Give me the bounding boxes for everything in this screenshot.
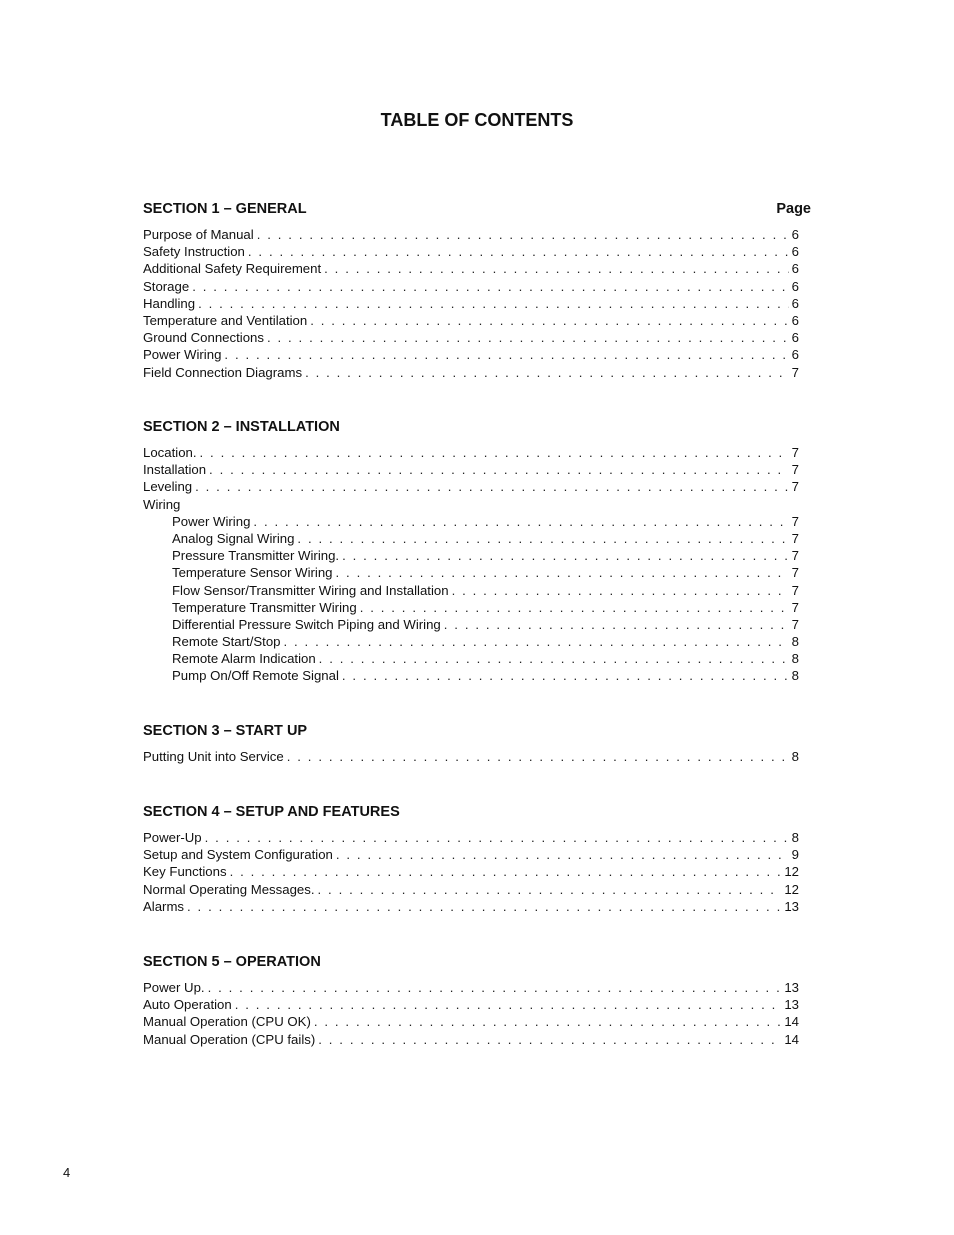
section-heading-row bbox=[143, 722, 811, 740]
section-heading: SECTION 3 – START UP bbox=[143, 723, 308, 739]
entry-label: Flow Sensor/Transmitter Wiring and Installation bbox=[172, 582, 449, 598]
section-heading-row bbox=[143, 418, 811, 436]
section-heading: SECTION 2 – INSTALLATION bbox=[143, 419, 340, 435]
toc-entry[interactable] bbox=[143, 748, 799, 765]
entry-label: Temperature Transmitter Wiring bbox=[172, 599, 357, 615]
dot-leader bbox=[310, 312, 788, 329]
entry-label: Manual Operation (CPU OK) bbox=[143, 1014, 311, 1030]
entry-label: Pressure Transmitter Wiring. bbox=[172, 548, 340, 564]
entry-label: Handling bbox=[143, 295, 196, 311]
entry-page: 7 bbox=[791, 513, 799, 529]
dot-leader bbox=[248, 243, 789, 260]
entry-label: Key Functions bbox=[143, 864, 227, 880]
section-heading: SECTION 4 – SETUP AND FEATURES bbox=[143, 804, 400, 820]
entry-page: 14 bbox=[784, 1031, 799, 1047]
entry-page: 6 bbox=[791, 261, 799, 277]
section-2 bbox=[143, 418, 811, 685]
dot-leader bbox=[297, 530, 788, 547]
dot-leader bbox=[267, 329, 789, 346]
entry-label: Leveling bbox=[143, 479, 193, 495]
entry-label: Normal Operating Messages. bbox=[143, 881, 315, 897]
dot-leader bbox=[342, 547, 789, 564]
toc-entry[interactable] bbox=[143, 243, 799, 260]
entry-label: Additional Safety Requirement bbox=[143, 261, 322, 277]
toc-entry[interactable] bbox=[143, 260, 799, 277]
entry-page: 7 bbox=[791, 445, 799, 460]
entry-label: Field Connection Diagrams bbox=[143, 364, 303, 380]
section-3 bbox=[143, 722, 811, 765]
toc-subentry[interactable] bbox=[143, 530, 799, 547]
entry-page: 7 bbox=[791, 599, 799, 615]
entry-label: Analog Signal Wiring bbox=[172, 530, 295, 546]
entry-page: 8 bbox=[791, 830, 799, 845]
entry-label: Temperature and Ventilation bbox=[143, 312, 308, 328]
dot-leader bbox=[444, 616, 789, 633]
toc-entry[interactable] bbox=[143, 996, 799, 1013]
section-4 bbox=[143, 803, 811, 915]
dot-leader bbox=[200, 444, 789, 461]
entry-label: Power Up. bbox=[143, 980, 205, 995]
dot-leader bbox=[208, 979, 782, 996]
entry-page: 6 bbox=[791, 330, 799, 346]
dot-leader bbox=[224, 346, 788, 363]
toc-entry[interactable] bbox=[143, 1031, 799, 1048]
entry-page: 7 bbox=[791, 565, 799, 581]
toc-entry[interactable] bbox=[143, 346, 799, 363]
section-heading-row bbox=[143, 803, 811, 821]
entry-page: 8 bbox=[791, 668, 799, 684]
section-5 bbox=[143, 953, 811, 1048]
dot-leader bbox=[205, 829, 789, 846]
entry-label: Ground Connections bbox=[143, 330, 264, 346]
toc-entry[interactable] bbox=[143, 461, 799, 478]
section-heading: SECTION 1 – GENERAL bbox=[143, 201, 307, 217]
footer-page-number: 4 bbox=[63, 1165, 71, 1180]
entry-page: 7 bbox=[791, 582, 799, 598]
dot-leader bbox=[319, 650, 789, 667]
dot-leader bbox=[287, 748, 789, 765]
toc-entry[interactable] bbox=[143, 444, 799, 461]
entry-label: Auto Operation bbox=[143, 997, 232, 1013]
entry-page: 7 bbox=[791, 616, 799, 632]
entry-page: 9 bbox=[791, 847, 799, 863]
dot-leader bbox=[192, 278, 788, 295]
dot-leader bbox=[235, 996, 782, 1013]
dot-leader bbox=[314, 1013, 781, 1030]
entry-page: 13 bbox=[784, 997, 799, 1013]
entry-page: 7 bbox=[791, 462, 799, 478]
toc-subentry[interactable] bbox=[143, 616, 799, 633]
toc-entry[interactable] bbox=[143, 226, 799, 243]
entry-page: 12 bbox=[784, 864, 799, 880]
toc-entry[interactable] bbox=[143, 846, 799, 863]
entry-page: 6 bbox=[791, 312, 799, 328]
toc-entry[interactable] bbox=[143, 329, 799, 346]
page-title: TABLE OF CONTENTS bbox=[380, 110, 574, 130]
entry-page: 8 bbox=[791, 749, 799, 764]
dot-leader bbox=[336, 846, 789, 863]
toc-entry[interactable] bbox=[143, 312, 799, 329]
toc-subentry[interactable] bbox=[143, 547, 799, 564]
entry-page: 7 bbox=[791, 548, 799, 564]
dot-leader bbox=[318, 881, 782, 898]
section-heading-row bbox=[143, 200, 811, 218]
entry-label: Power Wiring bbox=[143, 347, 222, 363]
dot-leader bbox=[336, 564, 789, 581]
dot-leader bbox=[452, 582, 789, 599]
entry-label: Power Wiring bbox=[172, 513, 251, 529]
toc-entry[interactable] bbox=[143, 278, 799, 295]
dot-leader bbox=[195, 478, 789, 495]
entry-label: Storage bbox=[143, 278, 190, 294]
dot-leader bbox=[324, 260, 789, 277]
toc-group-label bbox=[143, 496, 799, 513]
section-1 bbox=[143, 200, 811, 381]
entry-label: Remote Alarm Indication bbox=[172, 651, 316, 667]
entry-label: Alarms bbox=[143, 898, 185, 914]
entry-label: Wiring bbox=[143, 496, 181, 512]
dot-leader bbox=[253, 513, 788, 530]
toc-entry[interactable] bbox=[143, 881, 799, 898]
toc-entry[interactable] bbox=[143, 364, 799, 381]
section-heading: SECTION 5 – OPERATION bbox=[143, 954, 321, 970]
toc-subentry[interactable] bbox=[143, 650, 799, 667]
entry-label: Putting Unit into Service bbox=[143, 749, 284, 764]
entry-page: 6 bbox=[791, 347, 799, 363]
dot-leader bbox=[230, 863, 782, 880]
entry-label: Remote Start/Stop bbox=[172, 634, 281, 650]
entry-page: 7 bbox=[791, 479, 799, 495]
dot-leader bbox=[342, 667, 789, 684]
entry-page: 14 bbox=[784, 1014, 799, 1030]
entry-page: 13 bbox=[784, 898, 799, 914]
entry-label: Location. bbox=[143, 445, 197, 460]
dot-leader bbox=[257, 226, 789, 243]
dot-leader bbox=[209, 461, 789, 478]
toc-entry[interactable] bbox=[143, 863, 799, 880]
entry-label: Safety Instruction bbox=[143, 244, 245, 260]
dot-leader bbox=[198, 295, 789, 312]
toc-subentry[interactable] bbox=[143, 667, 799, 684]
entry-label: Temperature Sensor Wiring bbox=[172, 565, 333, 581]
toc-entry[interactable] bbox=[143, 295, 799, 312]
entry-page: 8 bbox=[791, 651, 799, 667]
entry-page: 12 bbox=[784, 881, 799, 897]
toc-subentry[interactable] bbox=[143, 599, 799, 616]
toc-subentry[interactable] bbox=[143, 564, 799, 581]
entry-label: Purpose of Manual bbox=[143, 227, 254, 242]
toc-subentry[interactable] bbox=[143, 513, 799, 530]
entry-label: Differential Pressure Switch Piping and Wiring bbox=[172, 616, 441, 632]
toc-entry[interactable] bbox=[143, 1013, 799, 1030]
entry-label: Manual Operation (CPU fails) bbox=[143, 1031, 316, 1047]
section-heading-row bbox=[143, 953, 811, 971]
toc-entry[interactable] bbox=[143, 979, 799, 996]
entry-label: Pump On/Off Remote Signal bbox=[172, 668, 339, 684]
dot-leader bbox=[305, 364, 789, 381]
entry-page: 7 bbox=[791, 364, 799, 380]
dot-leader bbox=[318, 1031, 781, 1048]
entry-page: 6 bbox=[791, 295, 799, 311]
entry-page: 6 bbox=[791, 278, 799, 294]
dot-leader bbox=[283, 633, 788, 650]
entry-page: 7 bbox=[791, 530, 799, 546]
entry-page: 6 bbox=[791, 244, 799, 260]
entry-label: Power-Up bbox=[143, 830, 202, 845]
entry-page: 6 bbox=[791, 227, 799, 242]
entry-page: 8 bbox=[791, 634, 799, 650]
toc-entry[interactable] bbox=[143, 898, 799, 915]
entry-page: 13 bbox=[784, 980, 799, 995]
toc-entry[interactable] bbox=[143, 478, 799, 495]
toc-subentry[interactable] bbox=[143, 582, 799, 599]
entry-label: Setup and System Configuration bbox=[143, 847, 333, 863]
entry-label: Installation bbox=[143, 462, 207, 478]
page-column-label: Page bbox=[776, 201, 811, 217]
toc-subentry[interactable] bbox=[143, 633, 799, 650]
dot-leader bbox=[187, 898, 781, 915]
dot-leader bbox=[360, 599, 789, 616]
toc-entry[interactable] bbox=[143, 829, 799, 846]
